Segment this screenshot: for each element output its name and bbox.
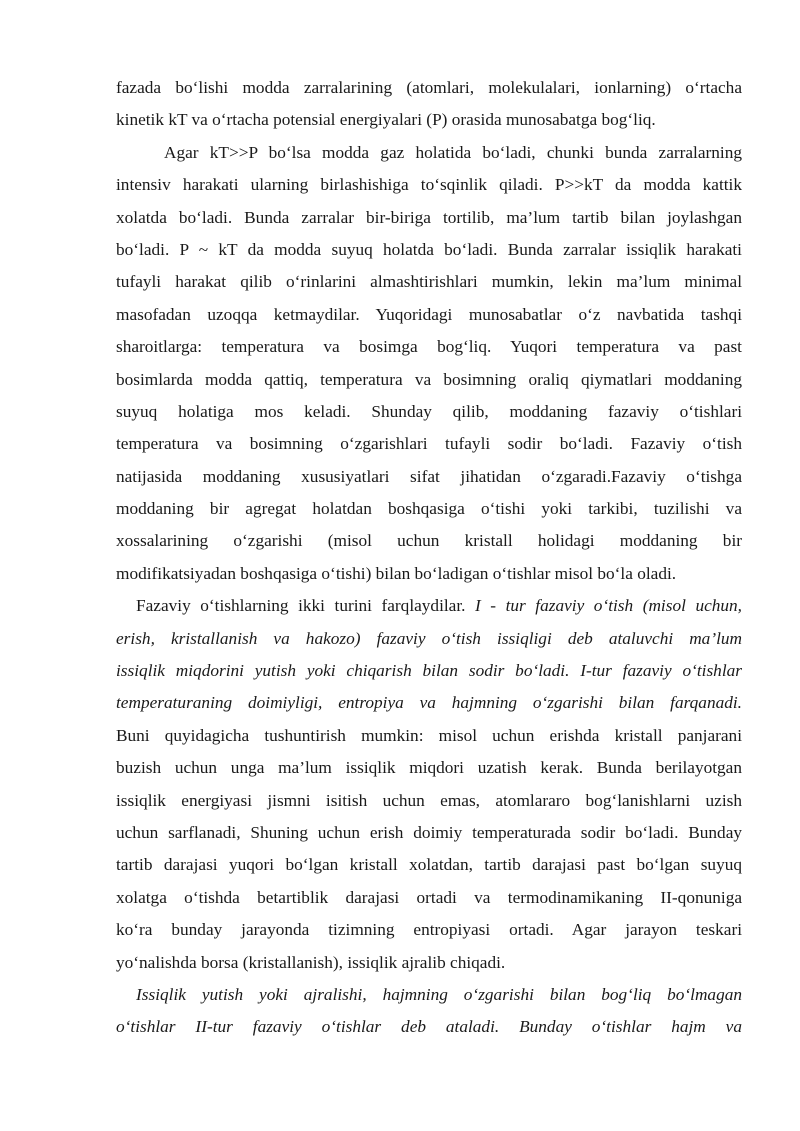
text-line: Agar kT>>P bo‘lsa modda gaz holatida bo‘ladi, chunki bunda zarralarning xyxy=(164,142,742,162)
text-line: natijasida moddaning xususiyatlari sifat jihatidan o‘zgaradi.Fazaviy o‘tishga xyxy=(116,466,742,486)
text-line: Issiqlik yutish yoki ajralishi, hajmning o‘zgarishi bilan bog‘liq bo‘lmagan xyxy=(136,984,742,1004)
text-line: issiqlik energiyasi jismni isitish uchun emas, atomlararo bog‘lanishlarni uzish xyxy=(116,790,742,810)
text-line: uchun sarflanadi, Shuning uchun erish doimiy temperaturada sodir bo‘ladi. Bunday xyxy=(116,822,742,842)
text-line: erish, kristallanish va hakozo) fazaviy o‘tish issiqligi deb ataluvchi ma’lum xyxy=(116,628,742,648)
text-line: issiqlik miqdorini yutish yoki chiqarish bilan sodir bo‘ladi. I-tur fazaviy o‘tishlar xyxy=(116,661,742,681)
text-line: xossalarining o‘zgarishi (misol uchun kristall holidagi moddaning bir xyxy=(116,531,742,551)
text-line xyxy=(116,590,742,622)
text-run: Fazaviy o‘tishlarning ikki turini farqlaydilar. xyxy=(136,596,466,616)
text-line: xolatga o‘tishda betartiblik darajasi ortadi va termodinamikaning II-qonuniga xyxy=(116,887,742,907)
text-line: ko‘ra bunday jarayonda tizimning entropiyasi ortadi. Agar jarayon teskari xyxy=(116,920,742,940)
text-line: buzish uchun unga ma’lum issiqlik miqdori uzatish kerak. Bunda berilayotgan xyxy=(116,758,742,778)
text-line: modifikatsiyadan boshqasiga o‘tishi) bilan bo‘ladigan o‘tishlar misol bo‘la oladi. xyxy=(116,563,677,583)
text-line: intensiv harakati ularning birlashishiga to‘sqinlik qiladi. P>>kT da modda kattik xyxy=(116,175,742,195)
text-line: xolatda bo‘ladi. Bunda zarralar bir-biriga tortilib, ma’lum tartib bilan joylashgan xyxy=(116,207,742,227)
text-line: moddaning bir agregat holatdan boshqasiga o‘tishi yoki tarkibi, tuzilishi va xyxy=(116,499,742,519)
text-line: tartib darajasi yuqori bo‘lgan kristall xolatdan, tartib darajasi past bo‘lgan suyuq xyxy=(116,855,742,875)
italic-run: I - tur fazaviy o‘tish (misol uchun, xyxy=(475,596,742,616)
text-line: Buni quyidagicha tushuntirish mumkin: misol uchun erishda kristall panjarani xyxy=(116,725,742,745)
text-line: temperaturaning doimiyligi, entropiya va hajmning o‘zgarishi bilan farqanadi. xyxy=(116,693,742,713)
text-line: temperatura va bosimning o‘zgarishlari tufayli sodir bo‘ladi. Fazaviy o‘tish xyxy=(116,434,742,454)
text-line: suyuq holatiga mos keladi. Shunday qilib, moddaning fazaviy o‘tishlari xyxy=(116,401,742,421)
document-page xyxy=(116,72,742,1044)
text-line: kinetik kT va o‘rtacha potensial energiyalari (P) orasida munosabatga bog‘liq. xyxy=(116,110,656,130)
text-line: o‘tishlar II-tur fazaviy o‘tishlar deb ataladi. Bunday o‘tishlar hajm va xyxy=(116,1017,742,1037)
text-line: tufayli harakat qilib o‘rinlarini almashtirishlari mumkin, lekin ma’lum minimal xyxy=(116,272,742,292)
text-line: masofadan uzoqqa ketmaydilar. Yuqoridagi munosabatlar o‘z navbatida tashqi xyxy=(116,304,742,324)
text-line: bo‘ladi. P ~ kT da modda suyuq holatda bo‘ladi. Bunda zarralar issiqlik harakati xyxy=(116,239,742,259)
text-line: yo‘nalishda borsa (kristallanish), issiqlik ajralib chiqadi. xyxy=(116,952,506,972)
text-line: sharoitlarga: temperatura va bosimga bog‘liq. Yuqori temperatura va past xyxy=(116,337,742,357)
text-line: fazada bo‘lishi modda zarralarining (atomlari, molekulalari, ionlarning) o‘rtacha xyxy=(116,78,742,97)
text-line: bosimlarda modda qattiq, temperatura va bosimning oraliq qiymatlari moddaning xyxy=(116,369,742,389)
